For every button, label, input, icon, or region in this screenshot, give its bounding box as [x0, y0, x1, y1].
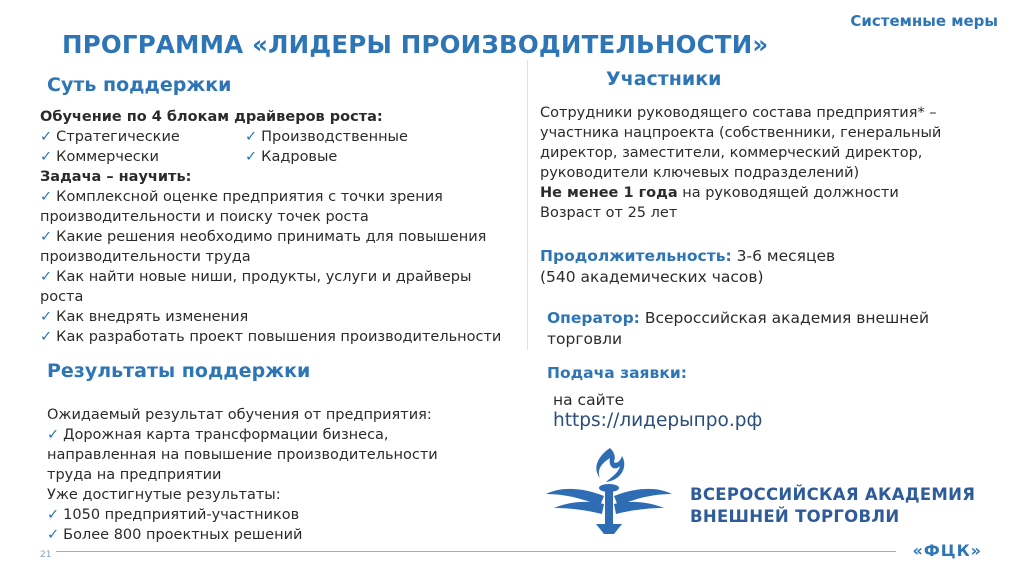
column-divider [527, 60, 528, 350]
check-icon: ✓ [40, 229, 53, 245]
duration-label: Продолжительность: [540, 247, 732, 265]
fck-logo: «ФЦК» [912, 541, 982, 560]
chevron-right-icon: » [970, 541, 982, 560]
task-item: ✓ Какие решения необходимо принимать для повышения производительности труда [40, 229, 487, 265]
page-title: ПРОГРАММА «ЛИДЕРЫ ПРОИЗВОДИТЕЛЬНОСТИ» [62, 30, 769, 59]
check-icon: ✓ [40, 189, 53, 205]
task-item: ✓ Как найти новые ниши, продукты, услуги и драйверы роста [40, 269, 472, 305]
task-heading: Задача – научить: [40, 169, 192, 185]
check-icon: ✓ [40, 149, 53, 165]
blocks-intro: Обучение по 4 блокам драйверов роста: [40, 109, 383, 125]
task-item: ✓ Комплексной оценке предприятия с точки зрения производительности и поиску точек роста [40, 189, 443, 225]
application-url-link[interactable]: https://лидерыпро.рф [553, 410, 763, 431]
block-item: ✓ Кадровые [245, 149, 338, 165]
essence-heading: Суть поддержки [47, 74, 232, 96]
participants-body: Сотрудники руководящего состава предприятия* – участника нацпроекта (собственники, генеральный директор, заместители, коммерческий директор, руководители ключевых подразделений) Не менее 1 года на руководящей должности Возраст от 25 лет [540, 103, 1000, 223]
chevron-left-icon: « [912, 541, 924, 560]
duration-hours: (540 академических часов) [540, 268, 764, 286]
results-body [47, 405, 507, 545]
check-icon: ✓ [245, 129, 258, 145]
check-icon: ✓ [40, 129, 53, 145]
check-icon: ✓ [47, 427, 60, 443]
application-label: Подача заявки: [547, 364, 687, 382]
operator-label: Оператор: [547, 309, 640, 327]
check-icon: ✓ [47, 527, 60, 543]
achieved-item: ✓ 1050 предприятий-участников [47, 507, 300, 523]
section-tag: Системные меры [850, 12, 998, 30]
block-item: ✓ Коммерчески [40, 149, 159, 165]
footer-divider [56, 551, 896, 552]
task-item: ✓ Как разработать проект повышения производительности [40, 329, 502, 345]
check-icon: ✓ [47, 507, 60, 523]
essence-body [40, 107, 530, 347]
block-item: ✓ Производственные [245, 129, 408, 145]
achieved-item: ✓ Более 800 проектных решений [47, 527, 303, 543]
check-icon: ✓ [40, 269, 53, 285]
participants-heading: Участники [606, 68, 722, 90]
min-tenure: Не менее 1 года на руководящей должности [540, 185, 899, 201]
task-item: ✓ Как внедрять изменения [40, 309, 249, 325]
check-icon: ✓ [40, 309, 53, 325]
min-age: Возраст от 25 лет [540, 205, 678, 221]
expected-item: ✓ Дорожная карта трансформации бизнеса, направленная на повышение производительности труда на предприятии [47, 427, 438, 483]
expected-intro: Ожидаемый результат обучения от предприятия: [47, 407, 432, 423]
block-item: ✓ Стратегические [40, 129, 180, 145]
results-heading: Результаты поддержки [47, 360, 311, 382]
check-icon: ✓ [245, 149, 258, 165]
academy-logo-text: ВСЕРОССИЙСКАЯ АКАДЕМИЯ ВНЕШНЕЙ ТОРГОВЛИ [690, 485, 976, 526]
academy-logo-emblem [544, 444, 674, 536]
operator-block: Оператор: Всероссийская академия внешней торговли [547, 309, 930, 348]
achieved-intro: Уже достигнутые результаты: [47, 487, 281, 503]
blocks-list [40, 127, 530, 167]
operator-value: Всероссийская академия внешней [639, 309, 930, 327]
application-site-prefix: на сайте [553, 391, 625, 409]
duration-value: 3-6 месяцев [731, 247, 836, 265]
duration-block [540, 246, 835, 288]
check-icon: ✓ [40, 329, 53, 345]
page-number: 21 [40, 550, 52, 560]
